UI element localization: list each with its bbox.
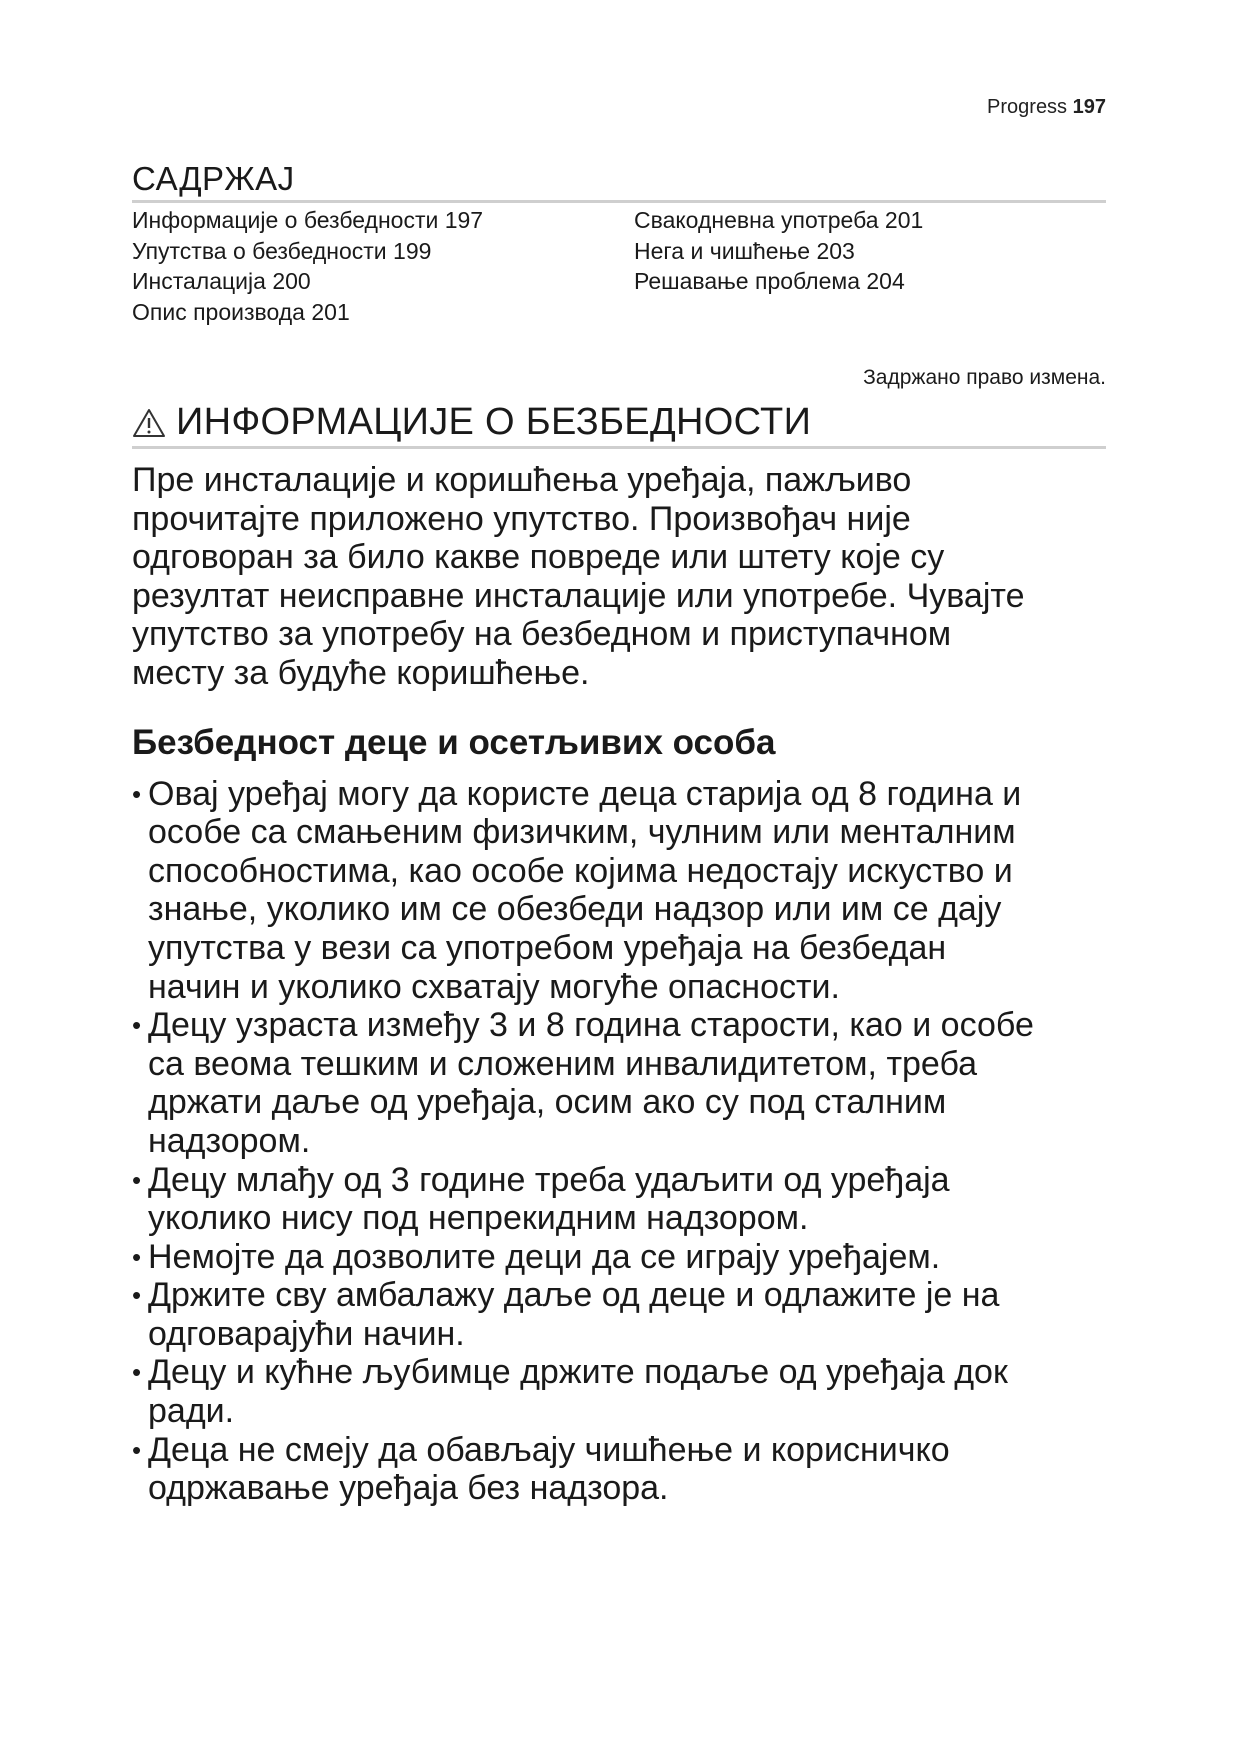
page-header: [987, 96, 1106, 119]
list-item: • Немојте да дозволите деци да се играју уређајем.: [132, 1238, 1106, 1277]
list-item: • Деца не смеју да обављају чишћење и корисничко одржавање уређаја без надзора.: [132, 1431, 1106, 1508]
warning-triangle-icon: [132, 408, 166, 438]
list-item: • Децу млађу од 3 године треба удаљити од уређаја уколико нису под непрекидним надзором.: [132, 1161, 1106, 1238]
page-number: 197: [1072, 96, 1106, 118]
bullet-list: [132, 775, 1106, 1508]
toc-item: Свакодневна употреба 201: [634, 207, 924, 233]
list-item: • Држите сву амбалажу даље од деце и одлажите је на одговарајући начин.: [132, 1276, 1106, 1353]
brand-name: Progress: [987, 96, 1068, 118]
safety-information-section: [132, 401, 1106, 1508]
rights-note: Задржано право измена.: [863, 366, 1106, 389]
toc-item: Инсталација 200: [132, 268, 311, 294]
intro-paragraph: Пре инсталације и коришћења уређаја, пажљиво прочитајте приложено упутство. Произвођач није одговоран за било какве повреде или штету које су резултат неисправне инсталације или употребе. Чувајте упутство за употребу на безбедном и приступачном месту за будуће коришћење.: [132, 461, 1025, 692]
subsection-title: Безбедност деце и осетљивих особа: [132, 722, 776, 762]
section-title-text: ИНФОРМАЦИЈЕ О БЕЗБЕДНОСТИ: [176, 401, 812, 443]
list-item: • Децу узраста између 3 и 8 година старости, као и особе са веома тешким и сложеним инвалидитетом, треба држати даље од уређаја, осим ако су под сталним надзором.: [132, 1006, 1106, 1160]
list-item: • Овај уређај могу да користе деца старија од 8 година и особе са смањеним физичким, чулним или менталним способностима, као особе којима недостају искуство и знање, уколико им се обезбеди надзор или им се дају упутства у вези са употребом уређаја на безбедан начин и уколико схватају могуће опасности.: [132, 775, 1106, 1007]
section-title: [132, 401, 1106, 449]
toc-item: Информације о безбедности 197: [132, 207, 484, 233]
toc-item: Нега и чишћење 203: [634, 237, 855, 264]
toc-right-column: [634, 205, 1106, 327]
toc-columns: [132, 205, 1106, 327]
toc-left-column: [132, 205, 634, 327]
table-of-contents: [132, 160, 1106, 327]
list-item: • Децу и кућне љубимце држите подаље од уређаја док ради.: [132, 1353, 1106, 1430]
toc-item: Упутства о безбедности 199: [132, 237, 432, 264]
toc-title: САДРЖАЈ: [132, 160, 1106, 203]
toc-item: Опис производа 201: [132, 298, 350, 325]
toc-item: Решавање проблема 204: [634, 268, 905, 294]
